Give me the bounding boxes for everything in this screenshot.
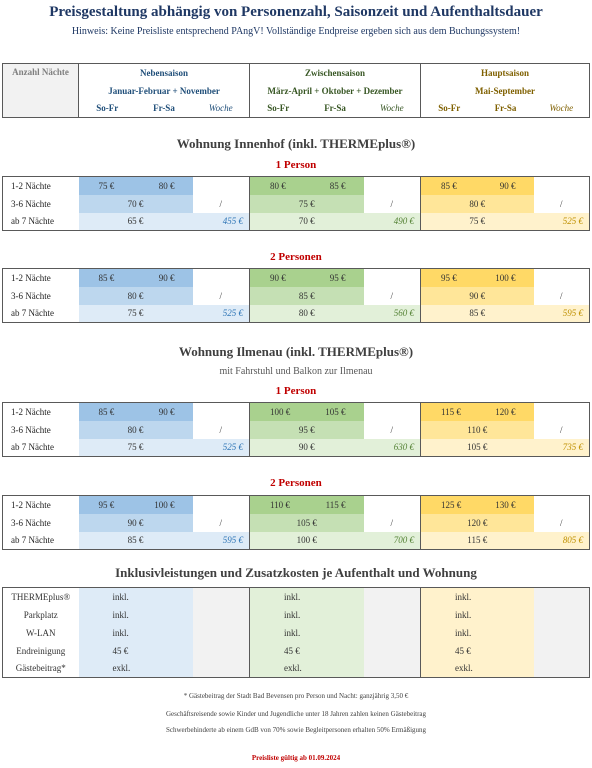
- price-cell: 85 €: [79, 532, 193, 550]
- price-cell: 95 €: [250, 421, 364, 439]
- price-cell: 95 €: [79, 496, 136, 514]
- apartment-title: Wohnung Ilmenau (inkl. THERMEplus®): [178, 344, 414, 359]
- table-row: [3, 421, 590, 439]
- empty-cell: [193, 642, 250, 660]
- extras-cell: exkl.: [421, 660, 534, 678]
- price-table: [2, 402, 590, 457]
- slash-cell: /: [559, 198, 563, 209]
- table-row: [3, 642, 590, 660]
- week-price-cell: 595 €: [534, 305, 590, 323]
- persons-heading: 2 Personen: [270, 251, 322, 263]
- price-cell: 75 €: [250, 195, 364, 213]
- price-cell: 115 €: [307, 496, 364, 514]
- price-cell: 105 €: [250, 514, 364, 532]
- price-cell: 120 €: [421, 514, 534, 532]
- col-woche: Woche: [549, 103, 574, 114]
- extras-cell: exkl.: [79, 660, 193, 678]
- extras-cell: inkl.: [421, 606, 534, 624]
- row-label: ab 7 Nächte: [11, 308, 54, 319]
- row-label: ab 7 Nächte: [11, 216, 54, 227]
- week-price-cell: 595 €: [193, 532, 250, 550]
- price-cell: 120 €: [478, 403, 534, 421]
- price-table: [2, 176, 590, 231]
- extras-cell: inkl.: [250, 588, 364, 606]
- table-row: [3, 305, 590, 323]
- slash-cell: /: [559, 290, 563, 301]
- empty-cell: [364, 588, 421, 606]
- price-cell: 80 €: [136, 177, 193, 195]
- slash-cell: /: [390, 424, 393, 435]
- price-cell: 100 €: [478, 269, 534, 287]
- price-cell: 65 €: [79, 213, 193, 231]
- price-cell: 110 €: [250, 496, 307, 514]
- price-cell: 85 €: [250, 287, 364, 305]
- price-table: [2, 495, 590, 550]
- table-row: [3, 195, 590, 213]
- empty-cell: [193, 496, 250, 514]
- empty-cell: [534, 606, 590, 624]
- season-period-zwischen: März-April + Oktober + Dezember: [250, 82, 421, 100]
- row-label: ab 7 Nächte: [11, 535, 54, 546]
- persons-heading: 1 Person: [275, 159, 317, 171]
- row-label: 3-6 Nächte: [11, 198, 51, 209]
- price-cell: 125 €: [421, 496, 478, 514]
- hint-text: Hinweis: Keine Preisliste entsprechend PAngV! Vollständige Endpreise ergeben sich aus dem Buchungssystem!: [71, 26, 521, 37]
- price-cell: 75 €: [79, 305, 193, 323]
- price-cell: 100 €: [250, 532, 364, 550]
- price-cell: 90 €: [478, 177, 534, 195]
- price-cell: 80 €: [79, 287, 193, 305]
- slash-cell: /: [219, 424, 222, 435]
- table-row: [3, 588, 590, 606]
- price-cell: 90 €: [136, 403, 193, 421]
- table-row: [3, 213, 590, 231]
- week-price-cell: 630 €: [364, 439, 421, 457]
- table-row: [3, 624, 590, 642]
- extras-cell: inkl.: [421, 624, 534, 642]
- week-price-cell: 700 €: [364, 532, 421, 550]
- empty-cell: [193, 624, 250, 642]
- empty-cell: [534, 588, 590, 606]
- empty-cell: [364, 403, 421, 421]
- empty-cell: [193, 177, 250, 195]
- col-frsa: Fr-Sa: [494, 103, 517, 114]
- extras-cell: inkl.: [79, 606, 193, 624]
- extras-cell: inkl.: [421, 588, 534, 606]
- row-label: W-LAN: [26, 627, 56, 638]
- col-frsa: Fr-Sa: [324, 103, 346, 114]
- price-cell: 75 €: [79, 177, 136, 195]
- row-label: 1-2 Nächte: [11, 499, 51, 510]
- row-label: Parkplatz: [23, 609, 58, 620]
- table-row: [3, 660, 590, 678]
- empty-cell: [364, 496, 421, 514]
- price-cell: 85 €: [421, 177, 478, 195]
- extras-cell: inkl.: [79, 624, 193, 642]
- table-row: [3, 403, 590, 421]
- price-cell: 95 €: [307, 269, 364, 287]
- price-cell: 80 €: [250, 305, 364, 323]
- row-label: 1-2 Nächte: [11, 180, 51, 191]
- season-name-haupt: Hauptsaison: [481, 67, 530, 78]
- price-cell: 80 €: [421, 195, 534, 213]
- price-cell: 90 €: [136, 269, 193, 287]
- season-name-neben: Nebensaison: [79, 64, 250, 82]
- price-cell: 85 €: [79, 403, 136, 421]
- extras-cell: inkl.: [250, 606, 364, 624]
- price-cell: 115 €: [421, 403, 478, 421]
- table-row: [3, 287, 590, 305]
- table-row: [3, 532, 590, 550]
- week-price-cell: 805 €: [534, 532, 590, 550]
- slash-cell: /: [390, 517, 393, 528]
- table-row: [3, 606, 590, 624]
- price-cell: 100 €: [136, 496, 193, 514]
- col-frsa: Fr-Sa: [153, 103, 175, 114]
- row-label: 1-2 Nächte: [11, 272, 51, 283]
- extras-title: Inklusivleistungen und Zusatzkosten je Aufenthalt und Wohnung: [115, 565, 477, 580]
- empty-cell: [193, 660, 250, 678]
- empty-cell: [193, 588, 250, 606]
- table-row: [3, 496, 590, 514]
- price-cell: 100 €: [250, 403, 307, 421]
- price-cell: 95 €: [421, 269, 478, 287]
- price-cell: 105 €: [307, 403, 364, 421]
- empty-cell: [534, 177, 590, 195]
- slash-cell: /: [390, 198, 393, 209]
- row-label: 1-2 Nächte: [11, 406, 51, 417]
- extras-cell: exkl.: [250, 660, 364, 678]
- col-woche: Woche: [364, 100, 421, 118]
- slash-cell: /: [219, 198, 222, 209]
- empty-cell: [193, 269, 250, 287]
- apartment-title: Wohnung Innenhof (inkl. THERMEplus®): [176, 136, 416, 151]
- table-row: [3, 177, 590, 195]
- week-price-cell: 525 €: [193, 439, 250, 457]
- price-cell: 130 €: [478, 496, 534, 514]
- persons-heading: 2 Personen: [270, 477, 322, 489]
- season-period-neben: Januar-Februar + November: [79, 82, 250, 100]
- row-label: Endreinigung: [16, 645, 66, 656]
- empty-cell: [193, 403, 250, 421]
- empty-cell: [364, 642, 421, 660]
- table-row: [3, 439, 590, 457]
- persons-heading: 1 Person: [275, 385, 317, 397]
- price-cell: 80 €: [79, 421, 193, 439]
- season-header-table: [2, 63, 590, 118]
- slash-cell: /: [559, 517, 563, 528]
- price-cell: 90 €: [250, 439, 364, 457]
- row-label: 3-6 Nächte: [11, 290, 51, 301]
- extras-cell: 45 €: [250, 642, 364, 660]
- col-sofr: So-Fr: [267, 103, 290, 114]
- empty-cell: [364, 606, 421, 624]
- extras-cell: 45 €: [79, 642, 193, 660]
- price-cell: 90 €: [421, 287, 534, 305]
- row-label: Gästebeitrag*: [15, 663, 66, 674]
- price-cell: 105 €: [421, 439, 534, 457]
- col-sofr: So-Fr: [438, 103, 461, 114]
- price-cell: 85 €: [307, 177, 364, 195]
- empty-cell: [534, 624, 590, 642]
- slash-cell: /: [219, 290, 222, 301]
- extras-table: [2, 587, 590, 678]
- slash-cell: /: [219, 517, 222, 528]
- col-woche: Woche: [193, 100, 250, 118]
- price-cell: 90 €: [250, 269, 307, 287]
- price-cell: 85 €: [421, 305, 534, 323]
- price-cell: 90 €: [79, 514, 193, 532]
- price-cell: 75 €: [421, 213, 534, 231]
- empty-cell: [364, 660, 421, 678]
- season-period-haupt: Mai-September: [475, 85, 536, 96]
- table-row: [3, 269, 590, 287]
- row-label: 3-6 Nächte: [11, 517, 51, 528]
- table-row: [3, 514, 590, 532]
- price-cell: 75 €: [79, 439, 193, 457]
- empty-cell: [364, 624, 421, 642]
- empty-cell: [534, 660, 590, 678]
- col-sofr: So-Fr: [96, 103, 119, 114]
- week-price-cell: 525 €: [193, 305, 250, 323]
- row-label: ab 7 Nächte: [11, 442, 54, 453]
- price-cell: 85 €: [79, 269, 136, 287]
- nights-header: Anzahl Nächte: [3, 64, 79, 118]
- row-label: 3-6 Nächte: [11, 424, 51, 435]
- empty-cell: [534, 496, 590, 514]
- empty-cell: [364, 177, 421, 195]
- price-cell: 70 €: [79, 195, 193, 213]
- price-cell: 110 €: [421, 421, 534, 439]
- empty-cell: [364, 269, 421, 287]
- extras-cell: inkl.: [250, 624, 364, 642]
- price-cell: 115 €: [421, 532, 534, 550]
- slash-cell: /: [559, 424, 563, 435]
- footnote: * Gästebeitrag der Stadt Bad Bevensen pro Person und Nacht: ganzjährig 3,50 €: [183, 692, 409, 700]
- price-cell: 70 €: [250, 213, 364, 231]
- week-price-cell: 560 €: [364, 305, 421, 323]
- extras-cell: 45 €: [421, 642, 534, 660]
- week-price-cell: 735 €: [534, 439, 590, 457]
- slash-cell: /: [390, 290, 393, 301]
- week-price-cell: 490 €: [364, 213, 421, 231]
- row-label: THERMEplus®: [11, 591, 71, 602]
- price-table: [2, 268, 590, 323]
- season-name-zwischen: Zwischensaison: [250, 64, 421, 82]
- apartment-subtitle: mit Fahrstuhl und Balkon zur Ilmenau: [219, 366, 373, 377]
- empty-cell: [534, 269, 590, 287]
- week-price-cell: 525 €: [534, 213, 590, 231]
- valid-from: Preisliste gültig ab 01.09.2024: [251, 754, 341, 762]
- page-title: Preisgestaltung abhängig von Personenzahl, Saisonzeit und Aufenthaltsdauer: [49, 4, 543, 20]
- empty-cell: [193, 606, 250, 624]
- price-cell: 80 €: [250, 177, 307, 195]
- empty-cell: [534, 403, 590, 421]
- extras-cell: inkl.: [79, 588, 193, 606]
- empty-cell: [534, 642, 590, 660]
- footnote: Schwerbehinderte ab einem GdB von 70% sowie Begleitpersonen erhalten 50% Ermäßigung: [165, 726, 427, 734]
- footnote: Geschäftsreisende sowie Kinder und Jugendliche unter 18 Jahren zahlen keinen Gästebeitrag: [165, 710, 427, 718]
- week-price-cell: 455 €: [193, 213, 250, 231]
